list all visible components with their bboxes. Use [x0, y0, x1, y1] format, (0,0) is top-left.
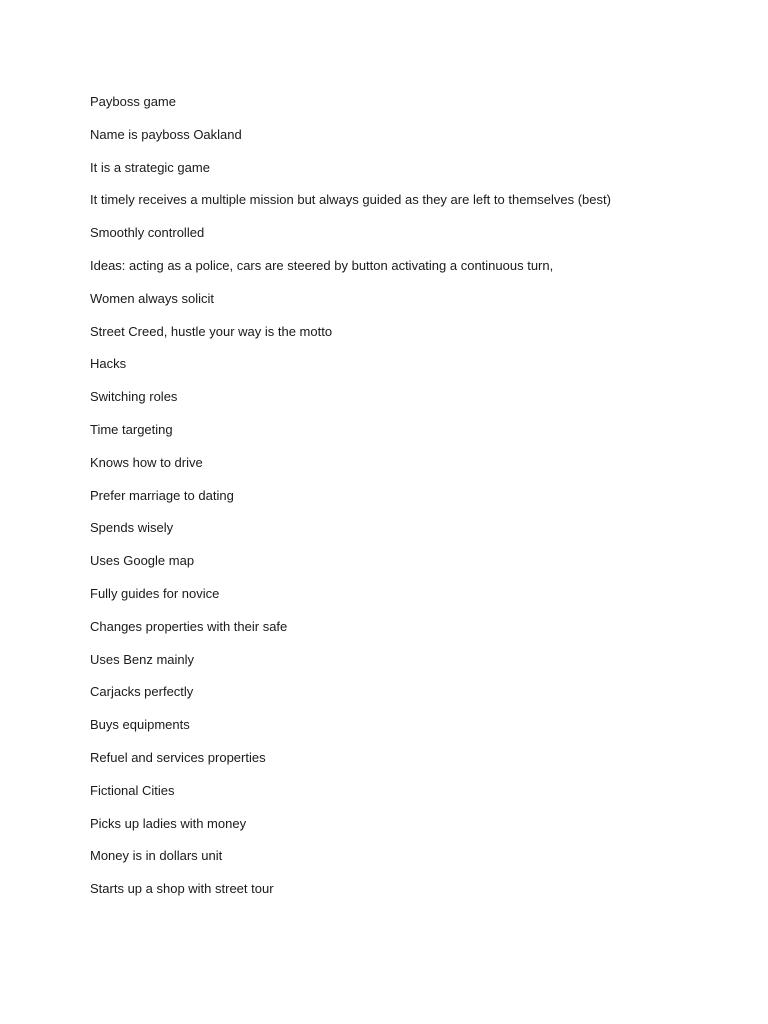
- text-line: Name is payboss Oakland: [90, 126, 242, 142]
- text-line: Switching roles: [90, 389, 178, 405]
- text-line: It timely receives a multiple mission but always guided as they are left to themselves (best): [90, 192, 611, 208]
- text-line: Uses Benz mainly: [90, 651, 195, 667]
- text-line: Fully guides for novice: [90, 585, 220, 601]
- text-line: Carjacks perfectly: [90, 684, 194, 700]
- text-line: Time targeting: [90, 421, 173, 437]
- text-line: It is a strategic game: [90, 159, 210, 175]
- document-body: [90, 93, 611, 913]
- text-line: Women always solicit: [90, 290, 215, 306]
- text-line: Prefer marriage to dating: [90, 487, 234, 503]
- text-line: Payboss game: [90, 94, 176, 109]
- text-line: Spends wisely: [90, 520, 174, 536]
- text-line: Picks up ladies with money: [90, 815, 247, 831]
- text-line: Ideas: acting as a police, cars are steered by button activating a continuous turn,: [90, 257, 554, 273]
- text-line: Uses Google map: [90, 553, 195, 569]
- text-line: Buys equipments: [90, 717, 190, 733]
- text-line: Street Creed, hustle your way is the motto: [90, 323, 333, 339]
- text-line: Smoothly controlled: [90, 225, 205, 241]
- text-line: Money is in dollars unit: [90, 848, 223, 864]
- text-line: Starts up a shop with street tour: [90, 881, 274, 897]
- text-line: Fictional Cities: [90, 782, 175, 798]
- text-line: Hacks: [90, 356, 127, 372]
- text-line: Refuel and services properties: [90, 749, 266, 765]
- text-line: Changes properties with their safe: [90, 618, 288, 634]
- text-line: Knows how to drive: [90, 454, 203, 470]
